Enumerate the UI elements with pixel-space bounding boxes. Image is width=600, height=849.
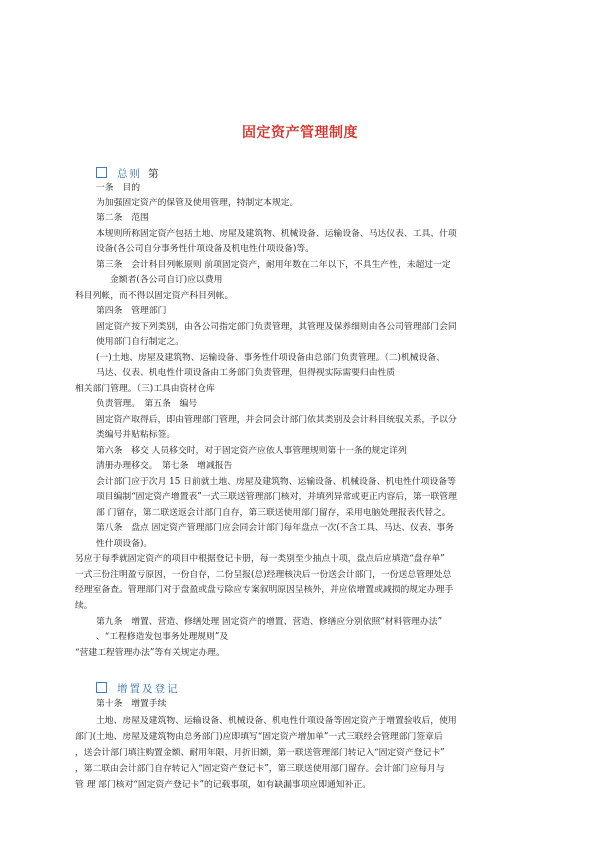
- text-line: ，第二联由会计部门自存转记入“固定资产登记卡”，第三联送使用部门留存。会计部门应每月与: [75, 764, 445, 774]
- text-line: 第十条 增置手续: [96, 699, 167, 709]
- text-line: 负责管理。 第五条 编号: [96, 399, 198, 409]
- text-line: 第八条 盘点 固定资产管理部门应会同会计部门每年盘点一次(不含工具、马达、仪表、事务: [96, 523, 455, 533]
- text-line: 为加强固定资产的保管及使用管理，特制定本规定。: [96, 198, 299, 208]
- text-line: “营建工程管理办法”等有关规定办理。: [75, 648, 225, 658]
- text-line: 固定资产取得后，即由管理部门管理，并会同会计部门依其类别及会计科目统驭关系，予以分: [96, 415, 457, 425]
- text-line: 类编号并贴粘标签。: [96, 430, 176, 440]
- text-line: 部 门留存，第二联送返会计部门自存，第三联送使用部门留存，采用电脑处理报表代替之。: [96, 508, 451, 518]
- text-line: 管 理 部门核对“固定资产登记卡”的记载事项，如有缺漏事项应即通知补正。: [75, 780, 372, 790]
- text-line: 相关部门管理。（三)工具由资材仓库: [75, 384, 215, 394]
- text-line: 固定资产按下列类别，由各公司指定部门负责管理，其管理及保养细则由各公司管理部门会同: [96, 322, 457, 332]
- text-line: 经理室备查。管理部门对于盘盈或盘亏除应专案叙明原因呈核外，并应依增置或减损的规定办理手: [75, 585, 454, 595]
- text-line: 会计部门应于次月 15 日前就土地、房屋及建筑物、运输设备、机械设备、机电性什项设备等: [96, 477, 456, 487]
- text-line: 使用部门自行制定之。: [96, 337, 184, 347]
- text-line: 第六条 移交 人员移交时，对于固定资产应依人事管理规则第十一条的规定详列: [96, 446, 407, 456]
- text-line: 设备(各公司自分事务性什项设备及机电性什项设备)等。: [96, 244, 314, 254]
- text-line: 一条 目的: [96, 183, 140, 193]
- text-line: 、“工程修造发包事务处理规则”及: [96, 632, 229, 642]
- text-line: 清册办理移交。 第七条 增减报告: [96, 461, 233, 471]
- text-line: 第二条 范围: [96, 213, 149, 223]
- checkbox-square-icon: [96, 167, 107, 178]
- text-line: 本规则所称固定资产包括土地、房屋及建筑物、机械设备、运输设备、马达仪表、工具、什项: [96, 229, 457, 239]
- text-line: 金额者(各公司自订)应以费用: [110, 275, 223, 285]
- text-line: 第九条 增置、营造、修缮处理 固定资产的增置、营造、修缮应分别依照“材料管理办法”: [96, 617, 443, 627]
- text-line: 另应于每季就固定资产的项目中根据登记卡册，每一类别至少抽点十项，盘点后应填造“盘存单”: [75, 554, 445, 564]
- section-heading-acquisition: 增置及登记: [96, 681, 180, 696]
- text-line: ，送会计部门填注购置金额、耐用年限、月折旧额，第一联送管理部门转记入“固定资产登记卡”: [75, 748, 445, 758]
- section-heading-general: 总则 第: [96, 166, 159, 181]
- checkbox-square-icon: [96, 682, 107, 693]
- document-title: 固定资产管理制度: [242, 125, 358, 141]
- text-line: 一式三份注明盈亏原因，一份自存，二份呈报(总)经理核决后一份送会计部门，一份送总管理处总: [75, 570, 452, 580]
- text-line: 部门(土地、房屋及建筑物由总务部门)应即填写“固定资产增加单”一式三联经会管理部门签章后: [75, 732, 443, 742]
- text-line: 续。: [75, 601, 93, 611]
- text-line: (一)土地、房屋及建筑物、运输设备、事务性什项设备由总部门负责管理。（二)机械设备、: [96, 353, 445, 363]
- text-line: 性什项设备)。: [96, 539, 153, 549]
- text-line: 科目列帐，而不得以固定资产科目列帐。: [75, 291, 234, 301]
- text-line: 项目编制“固定资产增置表”一式三联送管理部门核对，并填列异常或更正内容后，第一联管理: [96, 492, 457, 502]
- text-line: 第四条 管理部门: [96, 306, 167, 316]
- text-line: 马达、仪表、机电性什项设备由工务部门负责管理，但得视实际需要归由性质: [96, 368, 396, 378]
- text-line: 第三条 会计科目列帐原则 前项固定资产，耐用年数在二年以下，不具生产性，未超过一定: [96, 260, 451, 270]
- text-line: 土地、房屋及建筑物、运输设备、机械设备、机电性什项设备等固定资产于增置验收后，使用: [96, 716, 457, 726]
